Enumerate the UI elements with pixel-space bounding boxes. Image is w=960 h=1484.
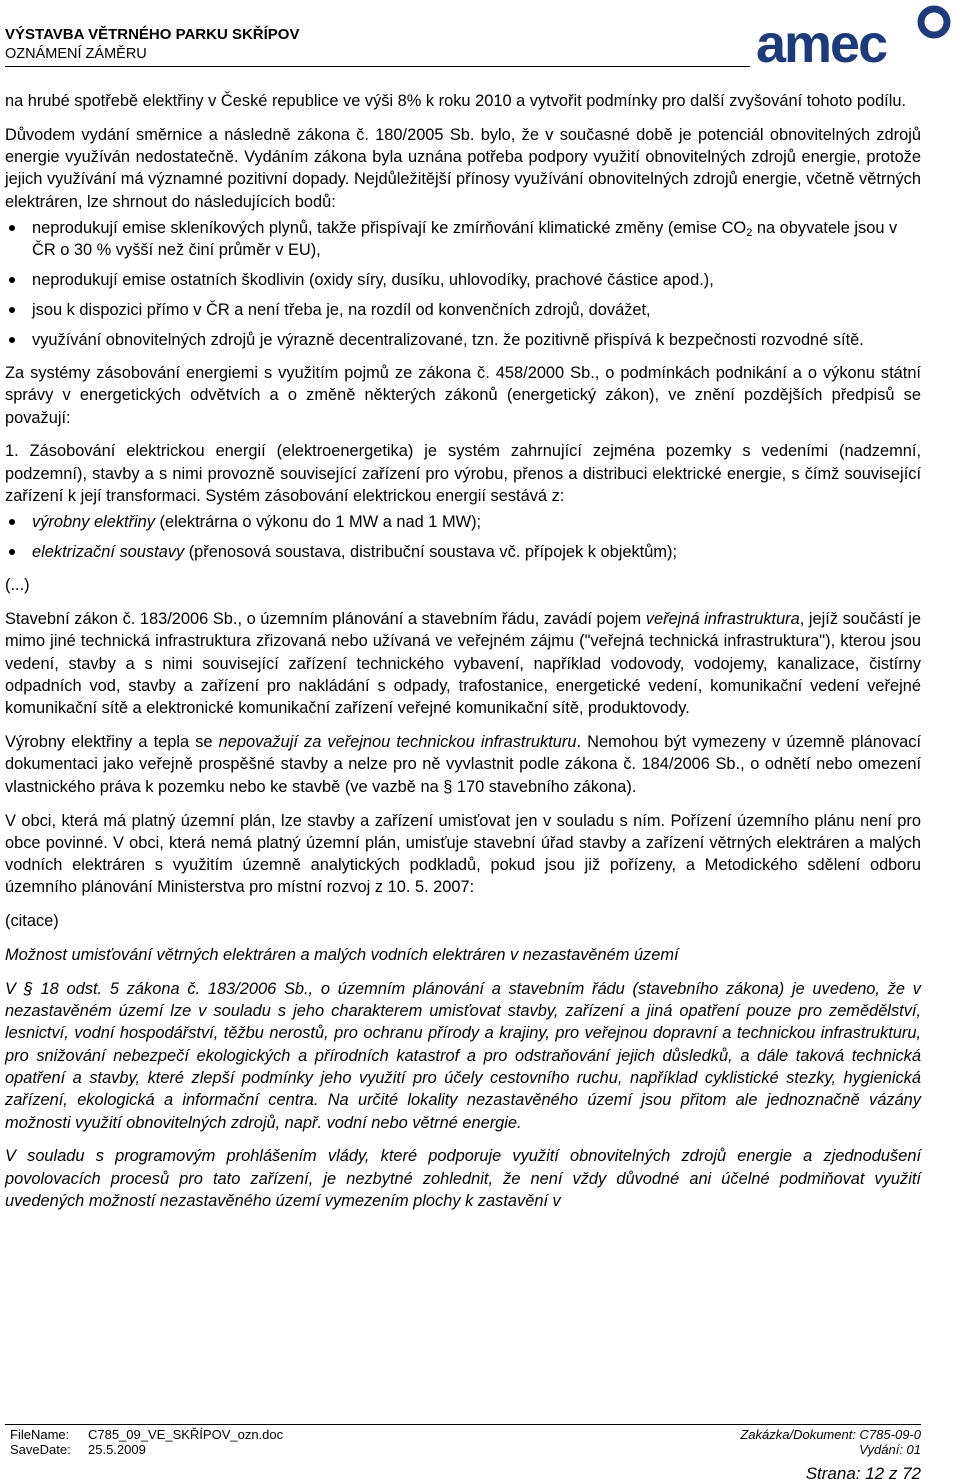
header-subtitle: OZNÁMENÍ ZÁMĚRU — [5, 46, 147, 62]
filename-value: C785_09_VE_SKŘÍPOV_ozn.doc — [88, 1427, 284, 1442]
paragraph: V souladu s programovým prohlášením vlády, které podporuje využití obnovitelných zdrojů energie a zjednodušení povolovacích procesů pro tato zařízení, je nezbytné zohlednit, že není vždy důvodné ani účelné podmiňovat využití uvedených možností nezastavěného území vymezením plochy k zastavění v — [5, 1147, 921, 1210]
paragraph: Stavební zákon č. 183/2006 Sb., o územním plánování a stavebním řádu, zavádí pojem veřejná infrastruktura, jejíž součástí je mimo jiné technická infrastruktura zřizovaná nebo užívaná ve veřejném zájmu ("veřejná technická infrastruktura"), kterou jsou vedení, stavby a s nimi související zařízení technického vybavení, například vodovody, vodojemy, kanalizace, čistírny odpadních vod, stavby a zařízení pro nakládání s odpady, trafostanice, energetické vedení, komunikační vedení veřejné komunikační sítě a elektronické komunikační zařízení veřejné komunikační sítě, produktovody. — [5, 610, 921, 718]
paragraph: V obci, která má platný územní plán, lze stavby a zařízení umisťovat jen v souladu s ním. Pořízení územního plánu není pro obce povinné. V obci, která nemá platný územní plán, umisťuje stavební úřad stavby a zařízení větrných elektráren a malých vodních elektráren s využitím územně analytických podkladů, pokud jsou již pořízeny, a Metodického sdělení odboru územního plánování Ministerstva pro místní rozvoj z 10. 5. 2007: — [5, 811, 921, 897]
citation-marker: (citace) — [5, 912, 59, 931]
paragraph: Výrobny elektřiny a tepla se nepovažují za veřejnou technickou infrastrukturu. Nemohou být vymezeny v územně plánovací dokumentaci jako veřejně prospěšné stavby a nelze pro ně vyvlastnit podle zákona č. 184/2006 Sb., o odnětí nebo omezení vlastnického práva k pozemku nebo ke stavbě (ve vazbě na § 170 stavebního zákona). — [5, 733, 922, 796]
page-footer — [0, 1424, 960, 1484]
paragraph: V § 18 odst. 5 zákona č. 183/2006 Sb., o územním plánování a stavebním řádu (stavebního zákona) je uvedeno, že v nezastavěném území lze v souladu s jeho charakterem umisťovat stavby, zařízení a jiná opatření pouze pro zemědělství, lesnictví, vodní hospodářství, těžbu nerostů, pro ochranu přírody a krajiny, pro veřejnou dopravní a technickou infrastrukturu, pro snižování nebezpečí ekologických a přírodních katastrof a pro odstraňování jejich důsledků, a dále taková technická opatření a stavby, které zlepší podmínky jeho využití pro účely cestovního ruchu, například cyklistické stezky, hygienická zařízení, ekologická a informační centra. Na určité lokality nezastavěného území jsou přitom ale jednoznačně vázány možnosti využití obnovitelných zdrojů, např. vodní nebo větrné energie. — [5, 979, 921, 1132]
document-id: Zakázka/Dokument: C785-09-0 — [740, 1427, 921, 1442]
bullet-icon — [9, 337, 15, 343]
amec-logo — [754, 0, 960, 72]
list-item: elektrizační soustavy (přenosová soustava, distribuční soustava vč. přípojek k objektům); — [5, 541, 921, 563]
list-item: využívání obnovitelných zdrojů je výrazně decentralizované, tzn. že pozitivně přispívá k bezpečnosti rozvodné sítě. — [5, 329, 921, 351]
logo-text: amec — [756, 14, 887, 72]
page-header — [0, 0, 960, 70]
bullet-icon — [9, 277, 15, 283]
citation-heading: Možnost umisťování větrných elektráren a malých vodních elektráren v nezastavěném území — [5, 946, 679, 964]
paragraph: 1. Zásobování elektrickou energií (elektroenergetika) je systém zahrnující zejména pozemky s vedeními (nadzemní, podzemní), stavby a s nimi provozně související zařízení pro výrobu, přenos a distribuci elektrické energie, s čímž související zařízení k její transformaci. Systém zásobování elektrickou energií sestává z: — [5, 442, 921, 505]
benefits-list — [5, 217, 921, 351]
bullet-icon — [9, 519, 15, 525]
page-number: Strana: 12 z 72 — [805, 1464, 921, 1483]
bullet-icon — [9, 225, 15, 231]
ellipsis: (...) — [5, 576, 30, 595]
header-rule — [5, 66, 750, 67]
savedate-label: SaveDate: — [10, 1442, 71, 1457]
header-title: VÝSTAVBA VĚTRNÉHO PARKU SKŘÍPOV — [5, 26, 300, 43]
issue-number: Vydání: 01 — [859, 1442, 921, 1457]
bullet-icon — [9, 307, 15, 313]
savedate-value: 25.5.2009 — [88, 1442, 146, 1457]
list-item: jsou k dispozici přímo v ČR a není třeba je, na rozdíl od konvenčních zdrojů, dovážet, — [5, 299, 921, 321]
list-item: neprodukují emise skleníkových plynů, takže přispívají ke zmírňování klimatické změny (emise $CO_2$ na obyvatele jsou v ČR o 30 % vyšší než činí průměr v EU), — [5, 217, 921, 262]
paragraph: Za systémy zásobování energiemi s využitím pojmů ze zákona č. 458/2000 Sb., o podmínkách podnikání a o výkonu státní správy v energetických odvětvích a o změně některých zákonů (energetický zákon), ve znění pozdějších předpisů se považují: — [5, 363, 921, 427]
filename-label: FileName: — [10, 1427, 70, 1442]
list-item: neprodukují emise ostatních škodlivin (oxidy síry, dusíku, uhlovodíky, prachové částice apod.), — [5, 269, 921, 291]
document-body — [5, 90, 921, 1224]
bullet-icon — [9, 549, 15, 555]
paragraph: Důvodem vydání směrnice a následně zákona č. 180/2005 Sb. bylo, že v současné době je potenciál obnovitelných zdrojů energie využíván nedostatečně. Vydáním zákona byla uznána potřeba podpory využití obnovitelných zdrojů energie, protože jejich využívání má významné pozitivní dopady. Nejdůležitější přínosy využívání obnovitelných zdrojů energie, včetně větrných elektráren, lze shrnout do následujících bodů: — [5, 125, 921, 211]
footer-rule — [5, 1424, 921, 1425]
paragraph: na hrubé spotřebě elektřiny v České republice ve výši 8% k roku 2010 a vytvořit podmínky pro další zvyšování tohoto podílu. — [5, 92, 907, 110]
list-item: výrobny elektřiny (elektrárna o výkonu do 1 MW a nad 1 MW); — [5, 511, 921, 533]
supply-list — [5, 511, 921, 563]
